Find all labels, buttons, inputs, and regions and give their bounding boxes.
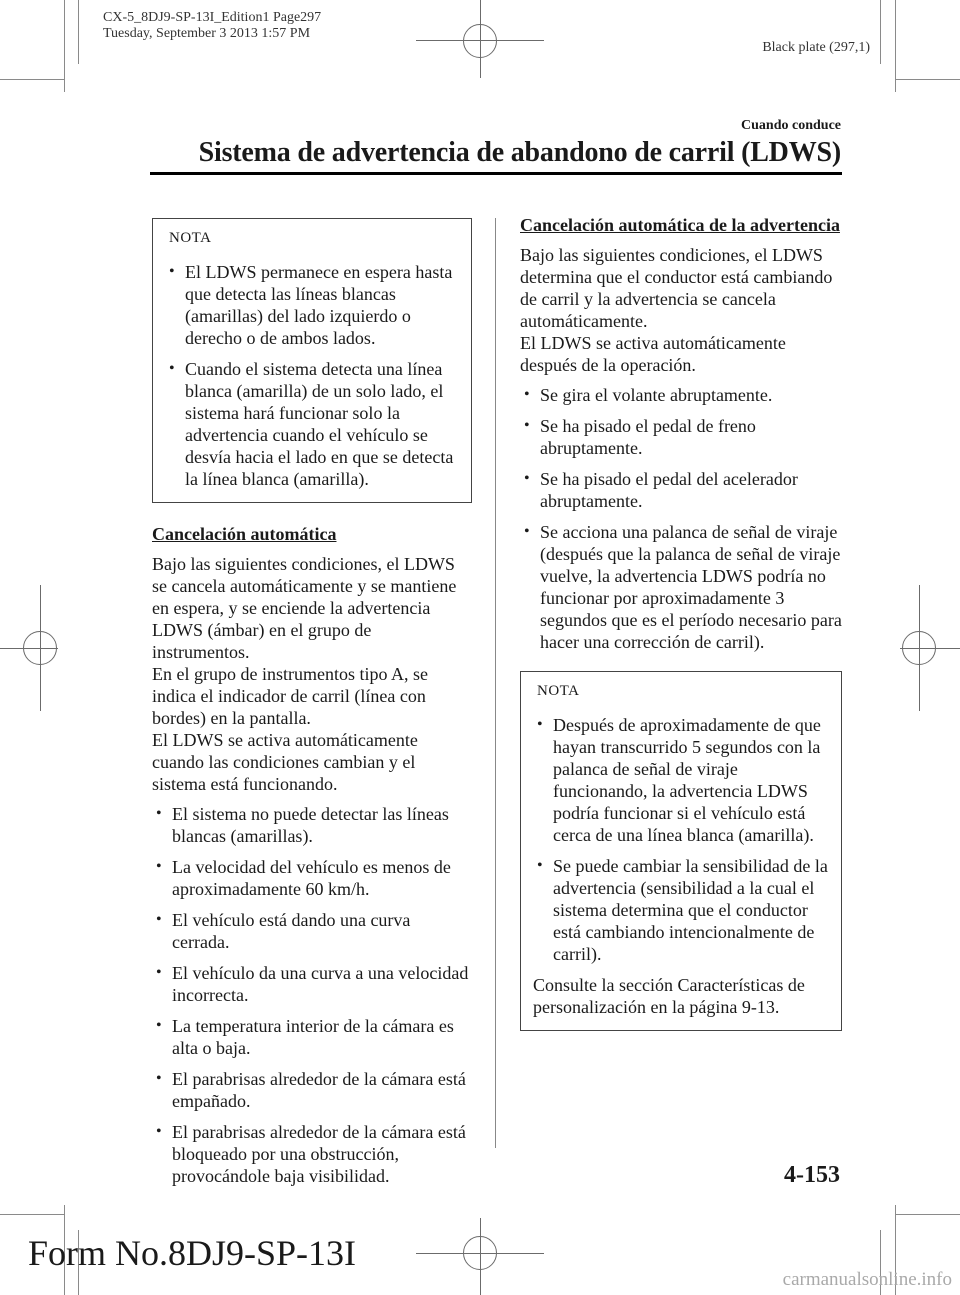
note-item: • El LDWS permanece en espera hasta que detecta las líneas blancas (amarillas) del lado izquierdo o derecho o de ambos lados.	[165, 261, 461, 349]
form-number: Form No.8DJ9-SP-13I	[28, 1233, 357, 1273]
conditions-list	[152, 803, 472, 1187]
note-box-left	[152, 218, 472, 503]
note-title: NOTA	[537, 683, 580, 699]
column-divider	[495, 218, 496, 1148]
note-item: • Después de aproximadamente de que hayan transcurrido 5 segundos con la palanca de señal de viraje funcionando, la advertencia LDWS podría funcionar si el vehículo está cerca de una línea blanca (amarilla).	[533, 714, 831, 846]
print-info	[103, 10, 321, 42]
paragraph: El LDWS se activa automáticamente cuando las condiciones cambian y el sistema está funcionando.	[152, 730, 418, 794]
crop-mark-top-left-v	[64, 0, 65, 92]
list-item: • Se ha pisado el pedal de freno abruptamente.	[520, 415, 842, 459]
print-info-file: CX-5_8DJ9-SP-13I_Edition1 Page297	[103, 10, 322, 25]
list-item: • El sistema no puede detectar las líneas blancas (amarillas).	[152, 803, 472, 847]
left-column	[152, 218, 472, 1187]
watermark: carmanualsonline.info	[782, 1269, 952, 1290]
note-item: • Se puede cambiar la sensibilidad de la advertencia (sensibilidad a la cual el sistema determina que el conductor está cambiando intencionalmente de carril).	[533, 855, 831, 965]
section-label: Cuando conduce	[741, 118, 841, 133]
note-item: • Cuando el sistema detecta una línea blanca (amarilla) de un solo lado, el sistema hará funcionar solo la advertencia cuando el vehículo se desvía hacia el lado en que se detecta la línea blanca (amarilla).	[165, 358, 461, 490]
crop-mark-bottom-left-h	[0, 1214, 64, 1215]
list-item: • La velocidad del vehículo es menos de aproximadamente 60 km/h.	[152, 856, 472, 900]
crop-mark-top-inner-r	[880, 0, 881, 64]
crop-mark-top-right-h	[895, 79, 960, 80]
note-footer: Consulte la sección Características de personalización en la página 9-13.	[533, 975, 805, 1017]
list-item: • Se gira el volante abruptamente.	[520, 384, 842, 406]
note-title: NOTA	[169, 230, 212, 246]
right-column	[520, 214, 842, 1031]
page-title: Sistema de advertencia de abandono de carril (LDWS)	[198, 137, 841, 168]
list-item: • La temperatura interior de la cámara es alta o baja.	[152, 1015, 472, 1059]
list-item: • El vehículo da una curva a una velocidad incorrecta.	[152, 962, 472, 1006]
note-box-right	[520, 671, 842, 1031]
paragraph: Bajo las siguientes condiciones, el LDWS se cancela automáticamente y se mantiene en espera, y se enciende la advertencia LDWS (ámbar) en el grupo de instrumentos.	[152, 554, 457, 662]
crop-mark-top-left-h	[0, 79, 64, 80]
page-number: 4-153	[784, 1162, 840, 1188]
title-rule	[150, 172, 842, 175]
list-item: • Se acciona una palanca de señal de viraje (después que la palanca de señal de viraje vuelve, la advertencia LDWS podría no funcionar por aproximadamente 3 segundos que es el período necesario para hacer una corrección de carril).	[520, 521, 842, 653]
list-item: • El parabrisas alrededor de la cámara está empañado.	[152, 1068, 472, 1112]
conditions-list	[520, 384, 842, 653]
print-info-date: Tuesday, September 3 2013 1:57 PM	[103, 26, 311, 41]
paragraph: El LDWS se activa automáticamente después de la operación.	[520, 333, 786, 375]
paragraph: En el grupo de instrumentos tipo A, se indica el indicador de carril (línea con bordes) en la pantalla.	[152, 664, 428, 728]
plate-label: Black plate (297,1)	[762, 40, 870, 55]
paragraph: Bajo las siguientes condiciones, el LDWS determina que el conductor está cambiando de carril y la advertencia se cancela automáticamente.	[520, 245, 833, 331]
section-heading-auto-cancel: Cancelación automática	[152, 524, 337, 544]
note-list	[533, 714, 831, 965]
list-item: • El parabrisas alrededor de la cámara está bloqueado por una obstrucción, provocándole baja visibilidad.	[152, 1121, 472, 1187]
crop-mark-top-inner-l	[78, 0, 79, 64]
section-heading-warning-cancel: Cancelación automática de la advertencia	[520, 215, 840, 235]
note-list	[165, 261, 461, 490]
list-item: • El vehículo está dando una curva cerrada.	[152, 909, 472, 953]
list-item: • Se ha pisado el pedal del acelerador abruptamente.	[520, 468, 842, 512]
crop-mark-bottom-right-h	[895, 1214, 960, 1215]
